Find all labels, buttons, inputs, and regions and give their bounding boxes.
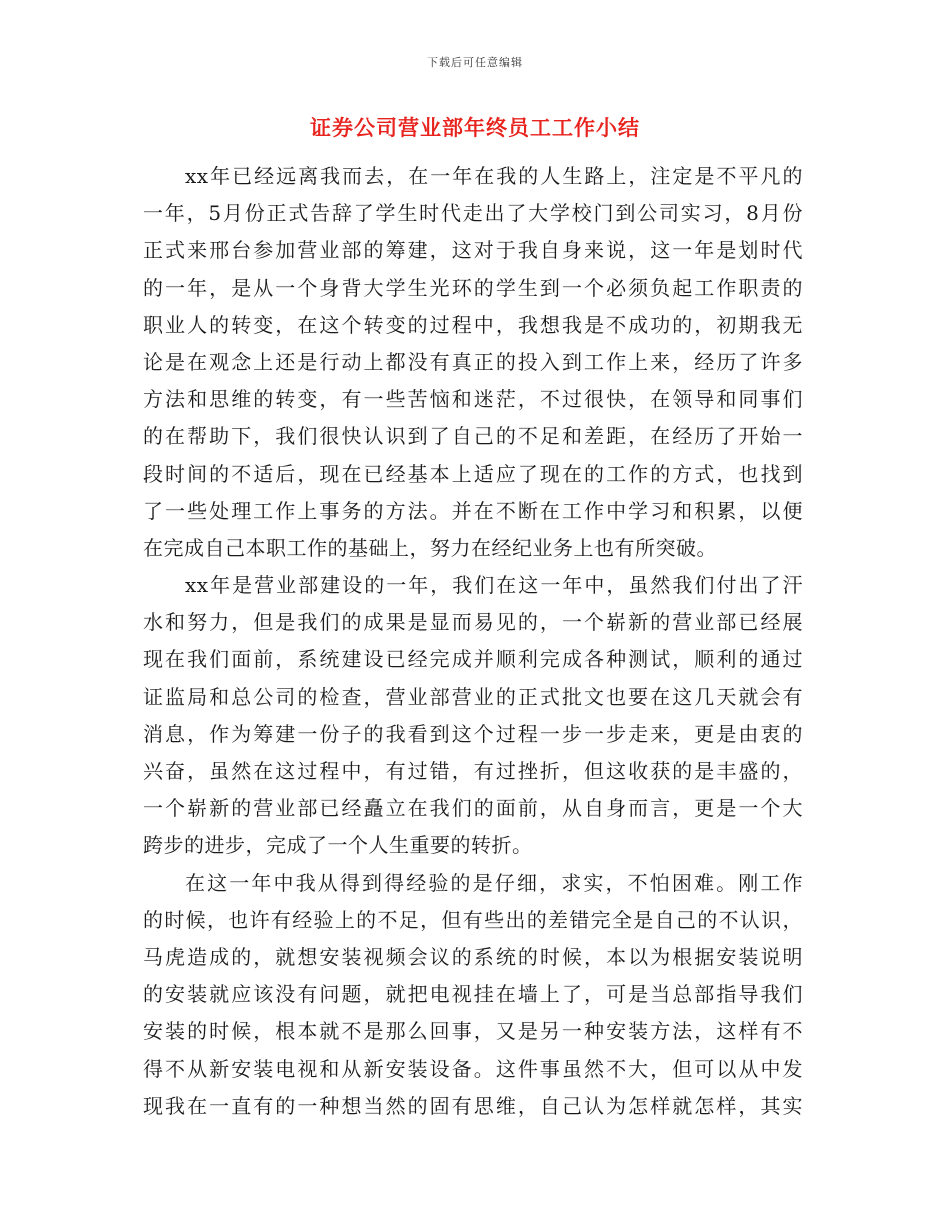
paragraph-3-line: 的安装就应该没有问题，就把电视挂在墙上了，可是当总部指导我们 [143, 982, 803, 1007]
header-note: 下载后可任意编辑 [427, 56, 523, 69]
document-title: 证券公司营业部年终员工工作小结 [310, 115, 640, 140]
paragraph-1-line: 的在帮助下，我们很快认识到了自己的不足和差距，在经历了开始一 [143, 424, 803, 449]
paragraph-2-line: 现在我们面前，系统建设已经完成并顺利完成各种测试，顺利的通过 [143, 647, 803, 672]
paragraph-3-line: 马虎造成的，就想安装视频会议的系统的时候，本以为根据安装说明 [143, 944, 803, 969]
document-body [143, 158, 803, 1125]
paragraph-2-line: xx年是营业部建设的一年，我们在这一年中，虽然我们付出了汗 [185, 573, 803, 598]
paragraph-2-line: 一个崭新的营业部已经矗立在我们的面前，从自身而言，更是一个大 [143, 796, 803, 821]
paragraph-3-line: 的时候，也许有经验上的不足，但有些出的差错完全是自己的不认识， [143, 907, 803, 932]
paragraph-3-line: 得不从新安装电视和从新安装设备。这件事虽然不大，但可以从中发 [143, 1056, 803, 1081]
paragraph-3-line: 现我在一直有的一种想当然的固有思维，自己认为怎样就怎样，其实 [143, 1093, 803, 1118]
paragraph-1-line: xx年已经远离我而去，在一年在我的人生路上，注定是不平凡的 [185, 164, 803, 188]
paragraph-2-line: 消息，作为筹建一份子的我看到这个过程一步一步走来，更是由衷的 [143, 721, 803, 746]
paragraph-1-line: 正式来邢台参加营业部的筹建，这对于我自身来说，这一年是划时代 [143, 238, 803, 263]
paragraph-1-line: 职业人的转变，在这个转变的过程中，我想我是不成功的，初期我无 [143, 312, 803, 337]
paragraph-1-line: 论是在观念上还是行动上都没有真正的投入到工作上来，经历了许多 [143, 349, 803, 374]
paragraph-3-line: 在这一年中我从得到得经验的是仔细，求实，不怕困难。刚工作 [185, 870, 803, 895]
paragraph-1-line: 段时间的不适后，现在已经基本上适应了现在的工作的方式，也找到 [143, 461, 803, 486]
paragraph-2-line: 水和努力，但是我们的成果是显而易见的，一个崭新的营业部已经展 [143, 610, 803, 635]
paragraph-1-line: 了一些处理工作上事务的方法。并在不断在工作中学习和积累，以便 [143, 498, 803, 523]
paragraph-1-line: 在完成自己本职工作的基础上，努力在经纪业务上也有所突破。 [143, 535, 717, 560]
paragraph-2-line: 跨步的进步，完成了一个人生重要的转折。 [143, 833, 533, 858]
paragraph-1-line: 的一年，是从一个身背大学生光环的学生到一个必须负起工作职责的 [143, 275, 803, 300]
paragraph-3-line: 安装的时候，根本就不是那么回事，又是另一种安装方法，这样有不 [143, 1019, 803, 1044]
paragraph-1-line: 方法和思维的转变，有一些苦恼和迷茫，不过很快，在领导和同事们 [143, 387, 803, 412]
paragraph-2-line: 证监局和总公司的检查，营业部营业的正式批文也要在这几天就会有 [143, 684, 803, 709]
paragraph-2-line: 兴奋，虽然在这过程中，有过错，有过挫折，但这收获的是丰盛的， [143, 759, 803, 783]
paragraph-1-line: 一年，5月份正式告辞了学生时代走出了大学校门到公司实习，8月份 [143, 201, 803, 226]
